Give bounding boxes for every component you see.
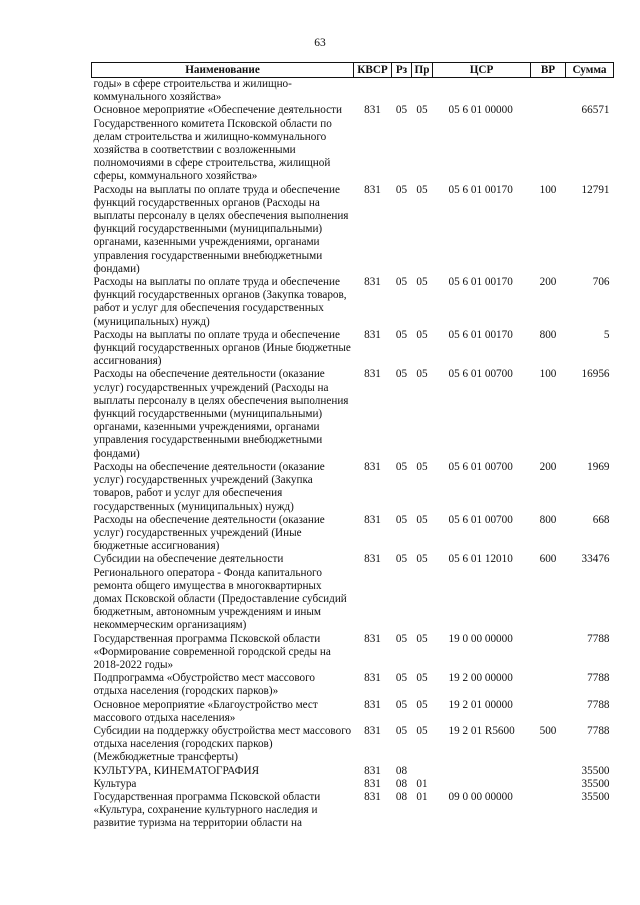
cell-rz: 08 [395,764,408,777]
table-row [92,329,614,369]
cell-csr [433,778,531,791]
cell-rz: 05 [395,724,408,737]
header-vr: ВР [531,63,566,78]
cell-vr: 200 [539,460,557,473]
cell-kvsr: 831 [364,553,381,566]
cell-rz: 05 [395,276,408,289]
cell-csr [433,765,531,778]
cell-rz: 05 [395,672,408,685]
table-row [92,672,614,698]
cell-kvsr: 831 [364,104,381,117]
table-row [92,104,614,183]
cell-pr: 05 [416,553,428,566]
page-number: 63 [314,37,326,49]
cell-rz: 05 [395,553,408,566]
cell-csr: 05 6 01 00170 [448,328,513,341]
cell-rz: 05 [395,183,408,196]
header-kvsr: КВСР [354,63,392,78]
cell-name: Субсидии на поддержку обустройства мест массового отдыха населения (городских парков) (Межбюджетные трансферты) [93,724,352,764]
cell-kvsr: 831 [364,460,381,473]
cell-kvsr: 831 [364,777,381,790]
cell-sum: 35500 [581,790,610,803]
cell-pr: 05 [416,368,428,381]
cell-name: Расходы на выплаты по оплате труда и обеспечение функций государственных органов (Иные бюджетные ассигнования) [93,328,351,368]
cell-csr: 05 6 01 12010 [448,553,513,566]
cell-pr [412,765,433,778]
cell-sum: 35500 [581,764,610,777]
cell-pr: 01 [416,790,428,803]
cell-vr [531,78,566,105]
cell-kvsr: 831 [364,724,381,737]
cell-pr [412,78,433,105]
cell-rz: 05 [395,328,408,341]
cell-rz [392,78,412,105]
cell-csr: 09 0 00 00000 [448,790,513,803]
cell-sum: 66571 [581,104,610,117]
cell-sum: 7788 [587,724,610,737]
cell-vr: 800 [539,328,557,341]
table-row [92,514,614,554]
table-header [92,63,614,78]
cell-kvsr: 831 [364,183,381,196]
cell-sum: 1969 [587,460,610,473]
cell-csr: 05 6 01 00700 [448,368,513,381]
table-row [92,461,614,514]
table-row [92,791,614,831]
cell-name: Государственная программа Псковской области «Культура, сохранение культурного наследия и развитие туризма на территории области на [93,790,321,830]
cell-vr [531,778,566,791]
cell-name: Подпрограмма «Обустройство мест массового отдыха населения (городских парков)» [93,672,316,698]
table-row [92,725,614,765]
cell-sum: 33476 [581,553,610,566]
table-row [92,368,614,460]
cell-vr: 200 [539,276,557,289]
cell-sum: 5 [603,328,610,341]
table-row [92,184,614,276]
cell-sum: 7788 [587,698,610,711]
cell-pr: 01 [416,777,428,790]
cell-vr [531,791,566,831]
cell-kvsr: 831 [364,513,381,526]
cell-vr [531,672,566,698]
cell-vr [531,104,566,183]
cell-name: Расходы на обеспечение деятельности (оказание услуг) государственных учреждений (Закупка товаров, работ и услуг для обеспечения государственных (муниципальных) нужд) [93,460,325,513]
table-row [92,778,614,791]
cell-csr: 05 6 01 00700 [448,460,513,473]
header-csr: ЦСР [433,63,531,78]
cell-pr: 05 [416,460,428,473]
cell-kvsr: 831 [364,276,381,289]
cell-pr: 05 [416,104,428,117]
cell-csr: 05 6 01 00170 [448,276,513,289]
cell-pr: 05 [416,672,428,685]
header-rz: Рз [392,63,412,78]
cell-pr: 05 [416,276,428,289]
cell-sum: 35500 [581,777,610,790]
table-body [92,78,614,831]
cell-name: годы» в сфере строительства и жилищно-коммунального хозяйства» [93,78,292,104]
cell-rz: 05 [395,460,408,473]
cell-name: КУЛЬТУРА, КИНЕМАТОГРАФИЯ [93,764,260,777]
cell-vr: 100 [539,183,557,196]
cell-csr: 19 0 00 00000 [448,632,513,645]
cell-sum: 706 [592,276,610,289]
cell-csr [433,78,531,105]
cell-name: Расходы на выплаты по оплате труда и обеспечение функций государственных органов (Расходы на выплаты персоналу в целях обеспечения выполнения функций государственными (муниципальными) органами, казенными учреждениями, органами управления государственными внебюджетными фондами) [93,183,349,275]
cell-sum: 12791 [581,183,610,196]
table-row [92,699,614,725]
cell-sum: 7788 [587,632,610,645]
cell-sum: 668 [592,513,610,526]
cell-name: Основное мероприятие «Обеспечение деятельности Государственного комитета Псковской области по делам строительства и жилищно-коммунального хозяйства в соответствии с возложенными полномочиями в сфере строительства, жилищной сферы, коммунального хозяйства» [93,104,342,183]
cell-kvsr: 831 [364,328,381,341]
cell-vr: 500 [539,724,557,737]
cell-rz: 05 [395,368,408,381]
cell-kvsr: 831 [364,698,381,711]
table-row [92,553,614,632]
table-row [92,633,614,673]
cell-name: Культура [93,777,137,790]
cell-sum: 7788 [587,672,610,685]
cell-sum: 16956 [581,368,610,381]
cell-csr: 05 6 01 00700 [448,513,513,526]
cell-rz: 05 [395,698,408,711]
cell-csr: 19 2 01 00000 [448,698,513,711]
cell-rz: 05 [395,104,408,117]
cell-rz: 05 [395,632,408,645]
cell-pr: 05 [416,698,428,711]
cell-kvsr: 831 [364,790,381,803]
cell-csr: 19 2 00 00000 [448,672,513,685]
cell-name: Расходы на обеспечение деятельности (оказание услуг) государственных учреждений (Расходы на выплаты персоналу в целях обеспечения выполнения функций государственными (муниципальными) органами, казенными учреждениями, органами управления государственными внебюджетными фондами) [93,368,349,460]
cell-name: Основное мероприятие «Благоустройство мест массового отдыха населения» [93,698,318,724]
cell-rz: 08 [395,777,408,790]
cell-kvsr: 831 [364,632,381,645]
header-row [92,63,614,78]
cell-pr: 05 [416,328,428,341]
cell-rz: 08 [395,790,408,803]
header-name: Наименование [92,63,354,78]
cell-pr: 05 [416,632,428,645]
cell-csr: 05 6 01 00000 [448,104,513,117]
table-row [92,276,614,329]
header-pr: Пр [412,63,433,78]
cell-vr: 800 [539,513,557,526]
cell-csr: 19 2 01 R5600 [448,724,515,737]
cell-vr [531,633,566,673]
cell-kvsr: 831 [364,368,381,381]
cell-pr: 05 [416,183,428,196]
cell-kvsr: 831 [364,672,381,685]
cell-sum [566,78,614,105]
table-row [92,78,614,105]
cell-name: Расходы на обеспечение деятельности (оказание услуг) государственных учреждений (Иные бюджетные ассигнования) [93,513,325,553]
table-row [92,765,614,778]
cell-pr: 05 [416,513,428,526]
cell-vr [531,765,566,778]
cell-vr [531,699,566,725]
cell-name: Субсидии на обеспечение деятельности Регионального оператора - Фонда капитального ремонта общего имущества в многоквартирных домах Псковской области (Предоставление субсидий бюджетным, автономным учреждениям и иным некоммерческим организациям) [93,553,347,632]
header-sum: Сумма [566,63,614,78]
cell-kvsr: 831 [364,764,381,777]
cell-name: Расходы на выплаты по оплате труда и обеспечение функций государственных органов (Закупка товаров, работ и услуг для обеспечения государственных (муниципальных) нужд) [93,276,347,328]
budget-table [91,62,614,831]
cell-rz: 05 [395,513,408,526]
cell-vr: 600 [539,553,557,566]
cell-vr: 100 [539,368,557,381]
cell-csr: 05 6 01 00170 [448,183,513,196]
cell-pr: 05 [416,724,428,737]
cell-kvsr [354,78,392,105]
cell-name: Государственная программа Псковской области «Формирование современной городской среды на 2018-2022 годы» [93,632,331,671]
